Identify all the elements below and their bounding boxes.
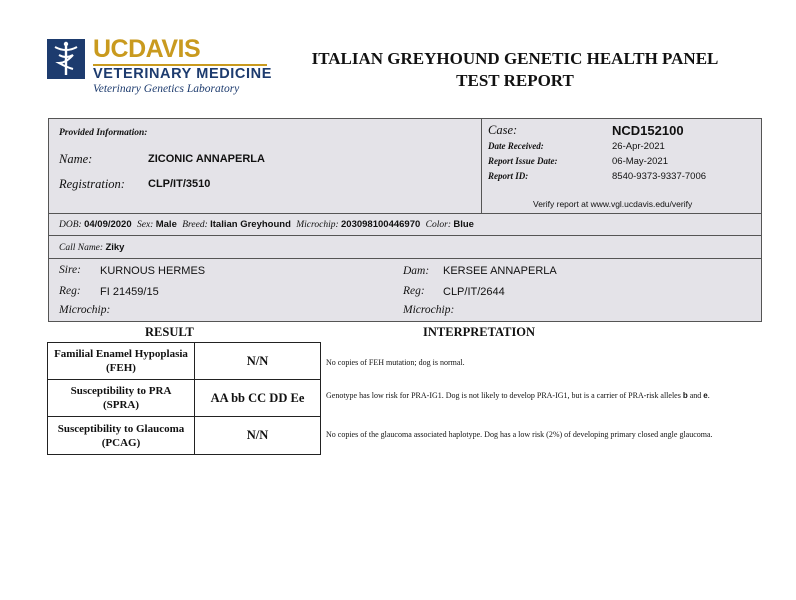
case-number: NCD152100 — [612, 123, 684, 138]
interpretation-heading: INTERPRETATION — [423, 325, 536, 339]
dam-label: Dam: — [403, 265, 430, 277]
name-label: Name: — [59, 152, 93, 166]
test-name-spra: Susceptibility to PRA (SPRA) — [48, 380, 195, 417]
call-name-value: Ziky — [105, 242, 125, 253]
dam-microchip-label: Microchip: — [403, 304, 455, 316]
date-received-label: Date Received: — [488, 141, 544, 151]
report-title-line1: ITALIAN GREYHOUND GENETIC HEALTH PANEL — [311, 49, 719, 68]
sire-reg: FI 21459/15 — [100, 286, 159, 298]
panel-divider — [49, 258, 761, 259]
sex-value: Male — [155, 219, 177, 230]
interpretation-pcag: No copies of the glaucoma associated haplotype. Dog has a low risk (2%) of developing primary closed angle glaucoma. — [326, 430, 713, 439]
dam-name: KERSEE ANNAPERLA — [443, 265, 557, 277]
result-feh: N/N — [195, 343, 321, 380]
report-title-line2: TEST REPORT — [456, 71, 574, 90]
caduceus-shield-icon — [47, 39, 85, 79]
panel-divider-vertical — [481, 119, 482, 213]
sire-name: KURNOUS HERMES — [100, 265, 206, 277]
table-row — [48, 380, 321, 417]
dog-name: ZICONIC ANNAPERLA — [148, 153, 265, 165]
table-row — [48, 343, 321, 380]
test-name-pcag: Susceptibility to Glaucoma (PCAG) — [48, 417, 195, 455]
interpretation-spra: Genotype has low risk for PRA-IG1. Dog is not likely to develop PRA-IG1, but is a carrier of PRA-risk alleles b and e. — [326, 391, 710, 400]
ucdavis-logo — [47, 37, 277, 99]
result-spra: AA bb CC DD Ee — [195, 380, 321, 417]
sire-reg-label: Reg: — [59, 285, 81, 297]
registration-label: Registration: — [59, 177, 125, 191]
panel-divider — [49, 235, 761, 236]
dog-details-row: DOB: 04/09/2020 Sex: Male Breed: Italian Greyhound Microchip: 203098100446970 Color: Blue — [59, 219, 474, 230]
panel-divider — [49, 213, 761, 214]
sire-label: Sire: — [59, 264, 81, 276]
interpretation-feh: No copies of FEH mutation; dog is normal. — [326, 358, 465, 367]
microchip-value: 203098100446970 — [341, 219, 421, 230]
logo-ucdavis-text: UCDAVIS — [93, 35, 201, 63]
dam-reg: CLP/IT/2644 — [443, 286, 505, 298]
verify-link[interactable]: Verify report at www.vgl.ucdavis.edu/verify — [533, 199, 693, 209]
dog-info-panel — [48, 118, 762, 322]
sire-microchip-label: Microchip: — [59, 304, 111, 316]
color-value: Blue — [453, 219, 474, 230]
dam-reg-label: Reg: — [403, 285, 425, 297]
registration-value: CLP/IT/3510 — [148, 178, 211, 190]
result-pcag: N/N — [195, 417, 321, 455]
result-heading: RESULT — [145, 325, 194, 339]
logo-vet-med-text: VETERINARY MEDICINE — [93, 66, 272, 82]
report-title — [285, 48, 745, 92]
date-received-value: 26-Apr-2021 — [612, 141, 665, 152]
call-name-row: Call Name: Ziky — [59, 242, 125, 253]
results-table — [47, 342, 321, 455]
table-row — [48, 417, 321, 455]
report-id-value: 8540-9373-9337-7006 — [612, 171, 707, 182]
test-name-feh: Familial Enamel Hypoplasia (FEH) — [48, 343, 195, 380]
breed-value: Italian Greyhound — [210, 219, 291, 230]
provided-info-heading: Provided Information: — [59, 128, 148, 138]
case-label: Case: — [488, 123, 518, 137]
dob-value: 04/09/2020 — [84, 219, 132, 230]
issue-date-value: 06-May-2021 — [612, 156, 668, 167]
logo-lab-text: Veterinary Genetics Laboratory — [93, 83, 240, 95]
report-id-label: Report ID: — [488, 171, 529, 181]
issue-date-label: Report Issue Date: — [488, 156, 558, 166]
